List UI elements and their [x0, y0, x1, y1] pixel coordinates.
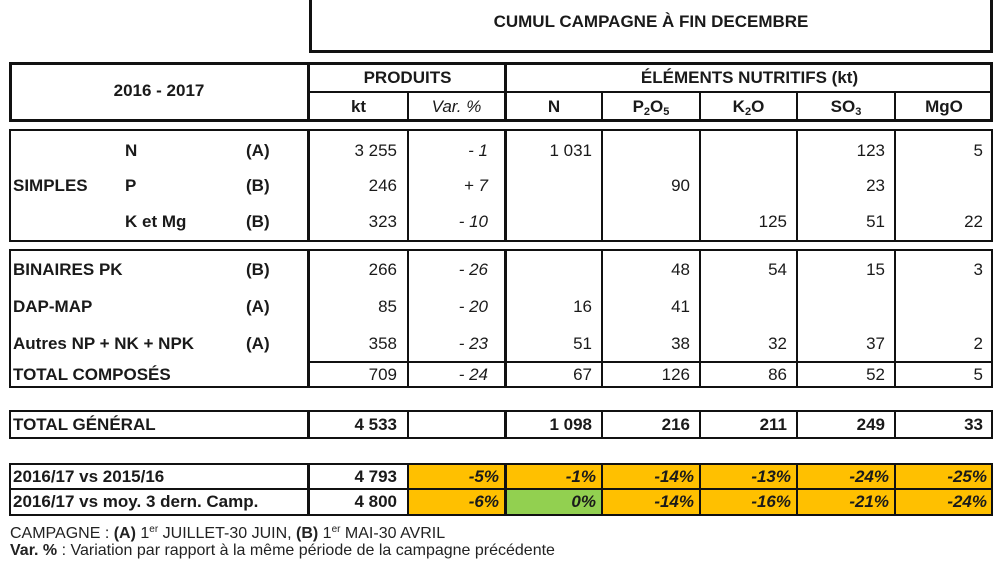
col-kt: kt: [350, 97, 367, 116]
page-title: CUMUL CAMPAGNE À FIN DECEMBRE: [493, 12, 809, 31]
footnote-var: Var. % : Variation par rapport à la même période de la campagne précédente: [10, 542, 555, 559]
period-label: 2016 - 2017: [113, 81, 205, 100]
col-so3: $SO_3$: [830, 97, 862, 118]
footnote-campagne: CAMPAGNE : (A) 1er JUILLET-30 JUIN, (B) 1er MAI-30 AVRIL: [10, 524, 446, 542]
col-k2o: $K_2O$: [732, 97, 765, 118]
col-n: N: [547, 97, 561, 116]
elements-header: ÉLÉMENTS NUTRITIFS (kt): [640, 68, 859, 87]
col-p2o5: $P_2O_5$: [632, 97, 670, 118]
produits-header: PRODUITS: [363, 68, 452, 87]
simples-group-label: SIMPLES: [13, 176, 88, 195]
col-mgo: MgO: [925, 97, 963, 116]
col-var: Var. %: [431, 97, 482, 116]
